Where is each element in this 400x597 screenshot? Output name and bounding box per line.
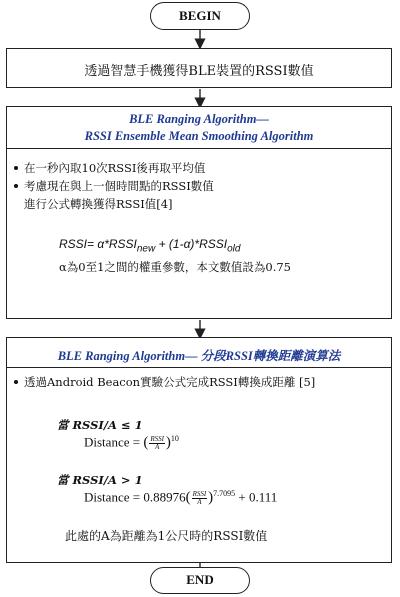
eq1-exponent: 10 <box>170 434 179 443</box>
step2-heading-line2: RSSI Ensemble Mean Smoothing Algorithm <box>84 129 314 143</box>
step2-heading-line1: BLE Ranging Algorithm— <box>129 112 269 126</box>
step3-heading: BLE Ranging Algorithm— 分段RSSI轉換距離演算法 <box>57 349 341 363</box>
distance-eq-1: Distance = ( $\frac{\text{RSSI}}{A}$ )$^{10}$ <box>84 434 179 451</box>
formula-sub-old: old <box>227 243 241 255</box>
step2-bullet1 <box>14 160 205 176</box>
bullet-dot <box>14 166 18 170</box>
condition-2: 當 RSSI/A > 1 <box>57 473 143 487</box>
step3-note: 此處的A為距離為1公尺時的RSSI數值 <box>65 529 268 543</box>
eq2-fraction: $\frac{\text{RSSI}}{A}$ <box>192 489 207 506</box>
alpha-note: α為0至1之間的權重參數，本文數值設為0.75 <box>59 260 292 274</box>
bullet-dot <box>14 184 18 188</box>
step1-text: 透過智慧手機獲得BLE裝置的RSSI數值 <box>84 64 314 79</box>
eq1-fraction: $\frac{\text{RSSI}}{A}$ <box>150 434 164 451</box>
step2-bullet2-text: 考慮現在與上一個時間點的RSSI數值 <box>24 179 214 193</box>
formula-sub-new: new <box>136 243 156 255</box>
step2-divider <box>7 148 391 149</box>
step1-box <box>6 48 392 88</box>
step2-bullet2-cont: 進行公式轉換獲得RSSI值[4] <box>24 197 173 211</box>
rssi-smoothing-formula: RSSI= $\alpha*RSSI_{new}$ + $(1-\alpha)*RSSI_{old}$ <box>59 237 241 255</box>
step2-box <box>6 106 392 319</box>
eq2-exponent: 7.7095 <box>213 489 236 498</box>
distance-eq-2: Distance = 0.88976( $\frac{\text{RSSI}}{A}$ )$^{7.7095}$ + 0.111 <box>84 489 278 506</box>
bullet-dot <box>14 380 18 384</box>
step3-bullet <box>14 374 315 390</box>
end-label: END <box>186 572 214 587</box>
step2-bullet2 <box>14 178 214 194</box>
begin-node <box>150 2 250 30</box>
condition-1: 當 RSSI/A ≤ 1 <box>57 418 143 432</box>
end-node <box>150 567 250 594</box>
step3-bullet-text: 透過Android Beacon實驗公式完成RSSI轉換成距離 [5] <box>24 375 316 389</box>
step2-bullet1-text: 在一秒內取10次RSSI後再取平均值 <box>24 161 206 175</box>
begin-label: BEGIN <box>179 8 221 23</box>
step3-box <box>6 337 392 563</box>
step3-divider <box>7 367 391 368</box>
